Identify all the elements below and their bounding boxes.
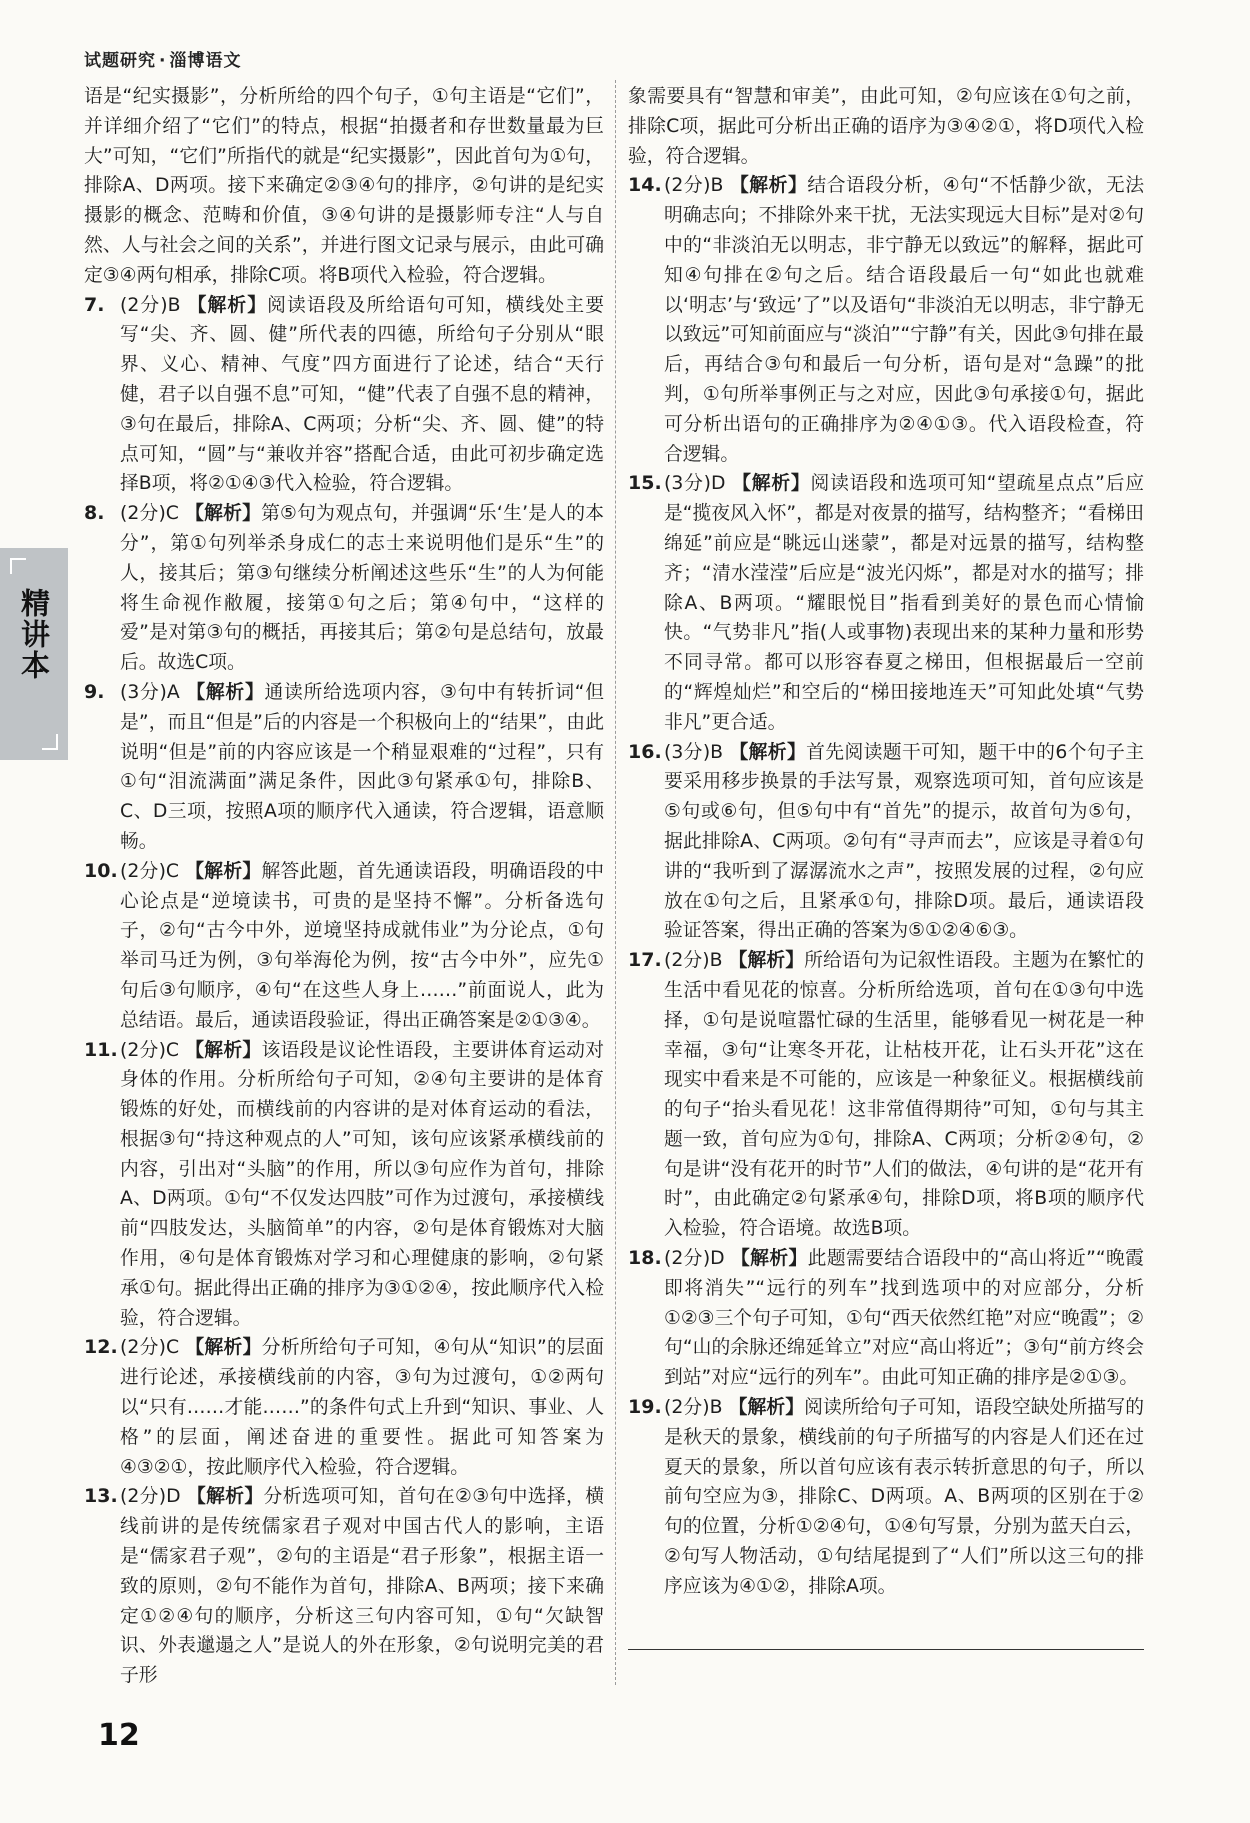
answer-item-17: [628, 946, 1144, 1244]
answer-item-14: [628, 171, 1144, 469]
answer-score-choice: (2分)C: [120, 1337, 180, 1359]
header-series-title: 试题研究: [84, 51, 156, 71]
answer-score-choice: (2分)B: [120, 294, 181, 316]
answer-continuation: 语是“纪实摄影”，分析所给的四个句子，①句主语是“它们”，并详细介绍了“它们”的特点，根据“拍摄者和存世数量最为巨大”可知，“它们”所指代的就是“纪实摄影”，因此首句为①句，排除A、D两项。接下来确定②③④句的排序，②句讲的是纪实摄影的概念、范畴和价值，③④句讲的是摄影师专注“人与自然、人与社会之间的关系”，并进行图文记录与展示，由此可确定③④两句相承，排除C项。将B项代入检验，符合逻辑。: [84, 86, 604, 286]
answer-number: 9.: [84, 680, 105, 703]
answer-item-9: [84, 678, 604, 857]
answer-score-choice: (2分)B: [664, 175, 724, 197]
answer-item-15: [628, 469, 1144, 737]
analysis-text: 阅读所给句子可知，语段空缺处所描写的是秋天的景象，横线前的句子所描写的内容是人们还在过夏天的景象，所以首句应该有表示转折意思的句子，所以前句空应为③，排除C、D两项。A、B两项的区别在于②句的位置，分析①②④句，①④句写景，分别为蓝天白云，②句写人物活动，①句结尾提到了“人们”所以这三句的排序应该为④①②，排除A项。: [664, 1397, 1144, 1597]
answer-score-choice: (3分)A: [120, 681, 180, 703]
analysis-tag: 【解析】: [728, 1397, 805, 1419]
answer-score-choice: (2分)C: [120, 503, 179, 525]
answer-score-choice: (2分)D: [664, 1248, 725, 1270]
answer-number: 17.: [628, 949, 662, 972]
answer-number: 12.: [84, 1336, 118, 1359]
answer-number: 18.: [628, 1247, 662, 1270]
answer-item-16: [628, 738, 1144, 947]
header-separator: ·: [159, 51, 167, 71]
answer-number: 11.: [84, 1038, 118, 1061]
column-divider: [615, 80, 616, 1685]
analysis-text: 结合语段分析，④句“不恬静少欲，无法明确志向；不排除外来干扰，无法实现远大目标”是对②句中的“非淡泊无以明志，非宁静无以致远”的解释，据此可知④句排在②句之后。结合语段最后一句“如此也就难以‘明志’与‘致远’了”以及语句“非淡泊无以明志，非宁静无以致远”可知前面应与“淡泊”“宁静”有关，因此③句排在最后，再结合③句和最后一句分析，语句是对“急躁”的批判，①句所举事例正与之对应，因此③句承接①句，据此可分析出语句的正确排序为②④①③。代入语段检查，符合逻辑。: [664, 175, 1144, 465]
answer-item-19: [628, 1393, 1144, 1602]
analysis-text: 分析所给句子可知，④句从“知识”的层面进行论述，承接横线前的内容，③句为过渡句，①②两句以“只有……才能……”的条件句式上升到“知识、事业、人格”的层面，阐述奋进的重要性。据此可知答案为④③②①，按此顺序代入检验，符合逻辑。: [120, 1337, 604, 1478]
answer-number: 19.: [628, 1396, 662, 1419]
analysis-tag: 【解析】: [729, 741, 807, 763]
analysis-text: 此题需要结合语段中的“高山将近”“晚霞即将消失”“远行的列车”找到选项中的对应部分，分析①②③三个句子可知，①句“西天依然红艳”对应“晚霞”；②句“山的余脉还绵延耸立”对应“高山将近”；③句“前方终会到站”对应“远行的列车”。由此可知正确的排序是②①③。: [664, 1248, 1144, 1389]
answer-item-10: [84, 857, 604, 1036]
analysis-tag: 【解析】: [728, 950, 805, 972]
analysis-text: 阅读语段及所给语句可知，横线处主要写“尖、齐、圆、健”所代表的四德，所给句子分别从“眼界、义心、精神、气度”四方面进行了论述，结合“天行健，君子以自强不息”可知，“健”代表了自强不息的精神，③句在最后，排除A、C两项；分析“尖、齐、圆、健”的特点可知，“圆”与“兼收并容”搭配合适，由此可初步确定选择B项，将②①④③代入检验，符合逻辑。: [120, 294, 604, 495]
corner-bracket-bottom-right: [42, 734, 58, 750]
answer-score-choice: (2分)B: [664, 950, 723, 972]
left-column: [84, 82, 604, 1691]
answer-score-choice: (2分)C: [120, 860, 180, 882]
analysis-tag: 【解析】: [185, 1337, 262, 1359]
section-end-rule: [628, 1649, 1144, 1650]
analysis-tag: 【解析】: [729, 175, 808, 197]
answer-number: 16.: [628, 740, 662, 763]
answer-item-18: [628, 1244, 1144, 1393]
answer-score-choice: (2分)D: [120, 1486, 181, 1508]
analysis-text: 分析选项可知，首句在②③句中选择，横线前讲的是传统儒家君子观对中国古代人的影响，主语是“儒家君子观”，②句的主语是“君子形象”，根据主语一致的原则，②句不能作为首句，排除A、B两项；接下来确定①②④句的顺序，分析这三句内容可知，①句“欠缺智识、外表邋遢之人”是说人的外在形象，②句说明完美的君子形: [120, 1486, 604, 1687]
analysis-text: 通读所给选项内容，③句中有转折词“但是”，而且“但是”后的内容是一个积极向上的“结果”，由此说明“但是”前的内容应该是一个稍显艰难的“过程”，只有①句“泪流满面”满足条件，因此③句紧承①句，排除B、C、D三项，按照A项的顺序代入通读，符合逻辑，语意顺畅。: [120, 681, 604, 852]
answer-item-11: [84, 1036, 604, 1334]
running-header: [84, 46, 241, 71]
analysis-tag: 【解析】: [186, 1486, 264, 1508]
answer-number: 8.: [84, 502, 105, 525]
answer-score-choice: (3分)B: [664, 741, 724, 763]
answer-number: 13.: [84, 1485, 118, 1508]
answer-item-7: [84, 291, 604, 500]
analysis-tag: 【解析】: [730, 1248, 808, 1270]
analysis-text: 第⑤句为观点句，并强调“乐‘生’是人的本分”，第①句列举杀身成仁的志士来说明他们是乐“生”的人，接其后；第③句继续分析阐述这些乐“生”的人为何能将生命视作敝履，接第①句之后；第④句中，“这样的爱”是对第③句的概括，再接其后；第②句是总结句，放最后。故选C项。: [120, 503, 604, 674]
analysis-tag: 【解析】: [187, 294, 268, 316]
analysis-tag: 【解析】: [185, 860, 262, 882]
section-side-tab: [0, 548, 68, 760]
answer-item-12: [84, 1333, 604, 1482]
side-tab-label: 精讲本: [17, 588, 51, 681]
analysis-tag: 【解析】: [186, 681, 265, 703]
right-column: [628, 82, 1144, 1602]
header-subject-title: 淄博语文: [169, 51, 242, 71]
analysis-tag: 【解析】: [732, 473, 811, 495]
answer-item-8: [84, 499, 604, 678]
answer-score-choice: (3分)D: [664, 473, 726, 495]
analysis-text: 阅读语段和选项可知“望疏星点点”后应是“揽夜风入怀”，都是对夜景的描写，结构整齐；“看梯田绵延”前应是“眺远山迷蒙”，都是对远景的描写，结构整齐；“清水滢滢”后应是“波光闪烁”，都是对水的描写；排除A、B两项。“耀眼悦目”指看到美好的景色而心情愉快。“气势非凡”指(人或事物)表现出来的某种力量和形势不同寻常。都可以形容春夏之梯田，但根据最后一空前的“辉煌灿烂”和空后的“梯田接地连天”可知此处填“气势非凡”更合适。: [664, 473, 1144, 733]
answer-score-choice: (2分)C: [120, 1039, 180, 1061]
answer-continuation: 象需要具有“智慧和审美”，由此可知，②句应该在①句之前，排除C项，据此可分析出正确的语序为③④②①，将D项代入检验，符合逻辑。: [628, 86, 1144, 167]
analysis-text: 所给语句为记叙性语段。主题为在繁忙的生活中看见花的惊喜。分析所给选项，首句在①③句中选择，①句是说喧嚣忙碌的生活里，能够看见一树花是一种幸福，③句“让寒冬开花，让枯枝开花，让石头开花”这在现实中看来是不可能的，应该是一种象征义。根据横线前的句子“抬头看见花！这非常值得期待”可知，①句与其主题一致，首句应为①句，排除A、C两项；分析②④句，②句是讲“没有花开的时节”人们的做法，④句讲的是“花开有时”，由此确定②句紧承④句，排除D项，将B项的顺序代入检验，符合语境。故选B项。: [664, 950, 1144, 1240]
answer-item-13: [84, 1482, 604, 1691]
corner-bracket-top-left: [10, 558, 26, 574]
analysis-text: 该语段是议论性语段，主要讲体育运动对身体的作用。分析所给句子可知，②④句主要讲的是体育锻炼的好处，而横线前的内容讲的是对体育运动的看法，根据③句“持这种观点的人”可知，该句应该紧承横线前的内容，引出对“头脑”的作用，所以③句应作为首句，排除A、D两项。①句“不仅发达四肢”可作为过渡句，承接横线前“四肢发达，头脑简单”的内容，②句是体育锻炼对大脑作用，④句是体育锻炼对学习和心理健康的影响，②句紧承①句。据此得出正确的排序为③①②④，按此顺序代入检验，符合逻辑。: [120, 1039, 604, 1329]
answer-number: 7.: [84, 293, 105, 316]
answer-score-choice: (2分)B: [664, 1397, 723, 1419]
page-number: 12: [98, 1718, 140, 1753]
answer-number: 15.: [628, 472, 662, 495]
analysis-text: 首先阅读题干可知，题干中的6个句子主要采用移步换景的手法写景，观察选项可知，首句应该是⑤句或⑥句，但⑤句中有“首先”的提示，故首句为⑤句，据此排除A、C两项。②句有“寻声而去”，应该是寻着①句讲的“我听到了潺潺流水之声”，按照发展的过程，②句应放在①句之后，且紧承①句，排除D项。最后，通读语段验证答案，得出正确的答案为⑤①②④⑥③。: [664, 741, 1144, 942]
analysis-text: 解答此题，首先通读语段，明确语段的中心论点是“逆境读书，可贵的是坚持不懈”。分析备选句子，②句“古今中外，逆境坚持成就伟业”为分论点，①句举司马迁为例，③句举海伦为例，按“古今中外”，应先①句后③句顺序，④句“在这些人身上……”前面说人，此为总结语。最后，通读语段验证，得出正确答案是②①③④。: [120, 860, 604, 1031]
analysis-tag: 【解析】: [185, 503, 262, 525]
answer-number: 14.: [628, 174, 662, 197]
answer-number: 10.: [84, 859, 118, 882]
analysis-tag: 【解析】: [185, 1039, 262, 1061]
